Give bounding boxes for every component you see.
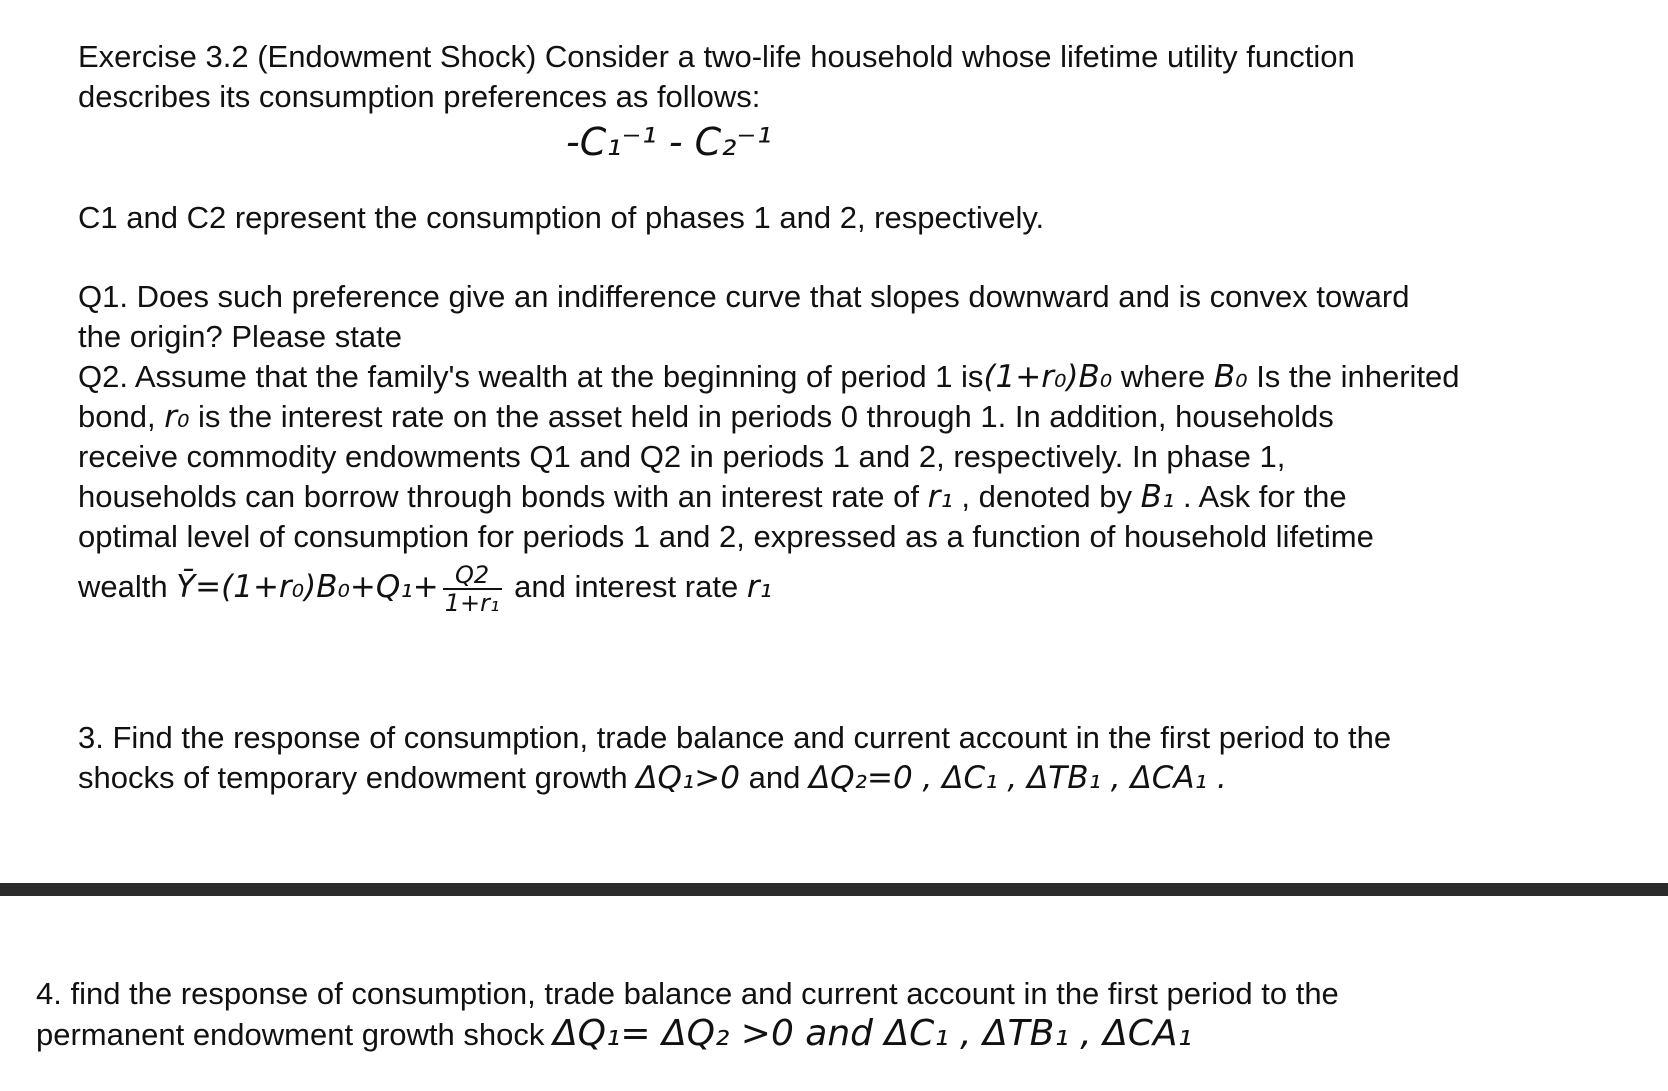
q2-text-4c: . Ask for the: [1174, 479, 1347, 514]
q2-line-4: [78, 477, 1638, 517]
q2-text-1b: where: [1112, 359, 1214, 394]
fraction-numerator: Q2: [443, 562, 502, 590]
q2-text-2b: is the interest rate on the asset held in periods 0 through 1. In addition, households: [189, 399, 1334, 434]
q2-text-4b: , denoted by: [952, 479, 1141, 514]
q2-line-3: receive commodity endowments Q1 and Q2 in periods 1 and 2, respectively. In phase 1,: [78, 439, 1286, 474]
q4-line-2: [36, 1014, 1596, 1055]
consumption-definition: C1 and C2 represent the consumption of phases 1 and 2, respectively.: [78, 200, 1045, 235]
q2-text-2a: bond,: [78, 399, 165, 434]
q3-line-2: [78, 758, 1638, 798]
q4-handwritten-responses: ΔQ₁= ΔQ₂ >0 and ΔC₁ , ΔTB₁ , ΔCA₁: [552, 1013, 1192, 1054]
q2-handwritten-lifetime-wealth: Ȳ=(1+r₀)B₀+Q₁+: [176, 569, 439, 606]
q3-handwritten-responses: ΔQ₂=0 , ΔC₁ , ΔTB₁ , ΔCA₁ .: [808, 760, 1227, 796]
q2-line-1: [78, 357, 1638, 397]
q2-text-6b: and interest rate: [505, 569, 747, 605]
q2-text-1c: Is the inherited: [1247, 359, 1460, 394]
q2-text-4a: households can borrow through bonds with an interest rate of: [78, 479, 928, 514]
q2-handwritten-b1: B₁: [1140, 479, 1175, 515]
exercise-title-line-1: Exercise 3.2 (Endowment Shock) Consider a two-life household whose lifetime utility function: [78, 39, 1355, 74]
q2-handwritten-r1: r₁: [927, 479, 953, 515]
q3-line-1: 3. Find the response of consumption, trade balance and current account in the first period to the: [78, 720, 1392, 755]
utility-formula: -C₁⁻¹ - C₂⁻¹: [566, 120, 772, 164]
q2-handwritten-r1-end: r₁: [746, 569, 772, 606]
exercise-title-line-2: describes its consumption preferences as follows:: [78, 79, 761, 114]
q2-handwritten-fraction: [443, 562, 502, 616]
q1-line-2: the origin? Please state: [78, 319, 402, 354]
q2-handwritten-bond: B₀: [1213, 359, 1248, 395]
q2-text-1a: Q2. Assume that the family's wealth at the beginning of period 1 is: [78, 359, 984, 394]
q3-handwritten-dq1: ΔQ₁>0: [636, 760, 740, 796]
q4-line-1: 4. find the response of consumption, trade balance and current account in the first period to the: [36, 976, 1339, 1011]
q2-line-6: [78, 562, 1638, 616]
q2-line-2: [78, 397, 1638, 437]
q3-text-2b: and: [740, 760, 809, 795]
q2-handwritten-r0: r₀: [164, 399, 190, 435]
q2-line-5: optimal level of consumption for periods 1 and 2, expressed as a function of household lifetime: [78, 519, 1374, 554]
fraction-denominator: 1+r₁: [444, 589, 500, 617]
q1-line-1: Q1. Does such preference give an indifference curve that slopes downward and is convex toward: [78, 279, 1410, 314]
q4-text-2a: permanent endowment growth shock: [36, 1017, 553, 1052]
q3-text-2a: shocks of temporary endowment growth: [78, 760, 637, 795]
q2-text-6a: wealth: [78, 569, 177, 605]
q2-handwritten-wealth: (1+r₀)B₀: [983, 359, 1113, 395]
section-divider: [0, 883, 1668, 896]
